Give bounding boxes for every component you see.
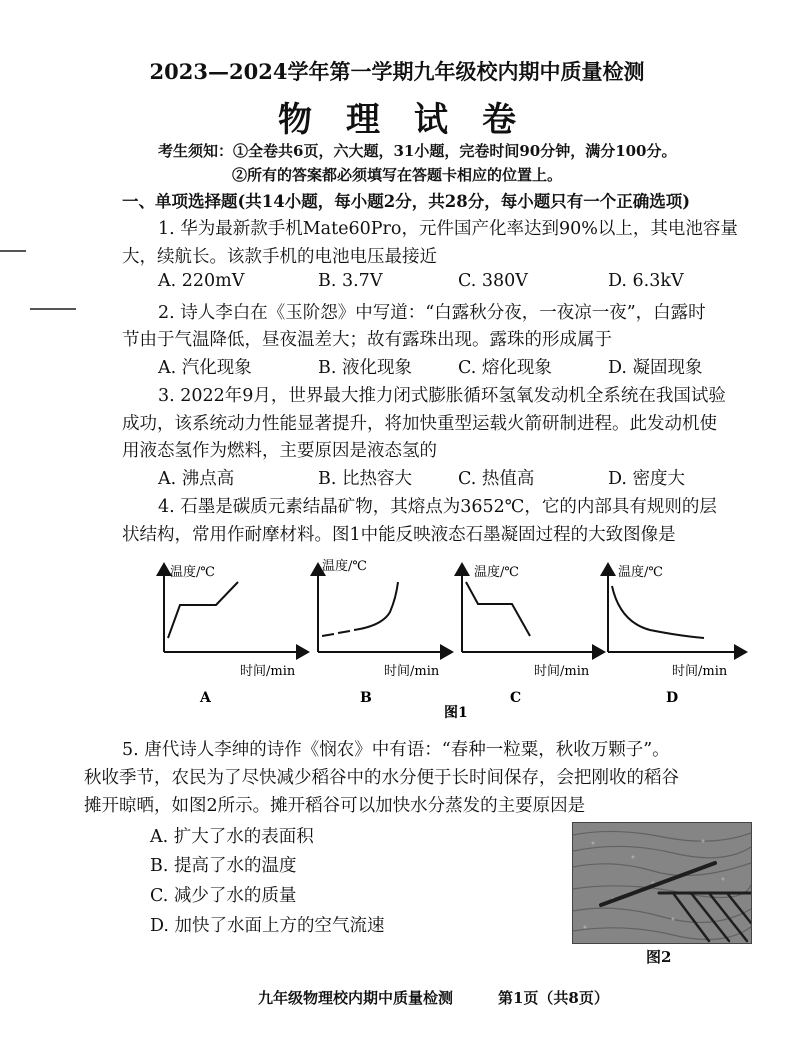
q2-option-c: C. 熔化现象 [458, 358, 552, 378]
panel-label-d: D [666, 690, 679, 706]
figure-2-photo [572, 822, 752, 944]
x-axis-label: 时间/min [384, 664, 440, 679]
question-4-line-1: 4. 石墨是碳质元素结晶矿物，其熔点为3652℃，它的内部具有规则的层 [158, 497, 717, 517]
subject-title: 物理试卷 [278, 100, 550, 140]
curve-a [168, 582, 238, 638]
rake-on-grain-image [573, 823, 751, 943]
q5-option-d: D. 加快了水面上方的空气流速 [150, 916, 385, 936]
notice-line-2: ②所有的答案都必须填写在答题卡相应的位置上。 [232, 166, 563, 184]
question-3-line-1: 3. 2022年9月，世界最大推力闭式膨胀循环氢氧发动机全系统在我国试验 [158, 386, 726, 406]
y-axis-label: 温度/℃ [618, 565, 663, 580]
panel-label-a: A [200, 690, 211, 706]
scan-mark [0, 250, 26, 252]
graph-c [462, 564, 604, 706]
q3-option-c: C. 热值高 [458, 469, 535, 489]
curve-b [354, 582, 398, 630]
graph-d [608, 564, 746, 706]
q2-option-d: D. 凝固现象 [608, 358, 703, 378]
q5-option-a: A. 扩大了水的表面积 [150, 827, 314, 847]
q2-option-b: B. 液化现象 [318, 358, 412, 378]
curve-b-dash [322, 634, 334, 636]
q3-option-a: A. 沸点高 [158, 469, 235, 489]
question-3-line-2: 成功，该系统动力性能显著提升，将加快重型运载火箭研制进程。此发动机使 [122, 414, 717, 434]
question-3-line-3: 用液态氢作为燃料，主要原因是液态氢的 [122, 441, 437, 461]
q1-option-d: D. 6.3kV [608, 271, 684, 291]
q5-option-c: C. 减少了水的质量 [150, 886, 297, 906]
q3-option-d: D. 密度大 [608, 469, 686, 489]
q5-option-b: B. 提高了水的温度 [150, 856, 297, 876]
x-axis-label: 时间/min [672, 664, 728, 679]
q2-option-a: A. 汽化现象 [158, 358, 252, 378]
question-2-line-1: 2. 诗人李白在《玉阶怨》中写道：“白露秋分夜，一夜凉一夜”，白露时 [158, 303, 706, 323]
panel-label-c: C [510, 690, 522, 706]
exam-title: 2023—2024学年第一学期九年级校内期中质量检测 [149, 59, 645, 84]
graph-b [318, 558, 452, 706]
scan-mark [30, 308, 76, 310]
question-1-line-1: 1. 华为最新款手机Mate60Pro，元件国产化率达到90%以上，其电池容量 [158, 219, 738, 239]
footer-exam-name: 九年级物理校内期中质量检测 [258, 989, 454, 1007]
question-5-line-1: 5. 唐代诗人李绅的诗作《悯农》中有语：“春种一粒粟，秋收万颗子”。 [122, 740, 670, 760]
q3-option-b: B. 比热容大 [318, 469, 412, 489]
figure-2-caption: 图2 [646, 948, 672, 966]
question-1-line-2: 大，续航长。该款手机的电池电压最接近 [122, 247, 437, 267]
curve-b-dash [338, 631, 350, 633]
question-5-line-3: 摊开晾晒，如图2所示。摊开稻谷可以加快水分蒸发的主要原因是 [84, 796, 586, 816]
x-axis-label: 时间/min [534, 664, 590, 679]
question-4-line-2: 状结构，常用作耐摩材料。图1中能反映液态石墨凝固过程的大致图像是 [122, 525, 676, 545]
q1-option-b: B. 3.7V [318, 271, 383, 291]
x-axis-label: 时间/min [240, 664, 296, 679]
notice-line-1: 考生须知：①全卷共6页，六大题，31小题，完卷时间90分钟，满分100分。 [158, 142, 677, 160]
q1-option-c: C. 380V [458, 271, 528, 291]
figure-1-caption: 图1 [444, 705, 468, 721]
footer-page-number: 第1页（共8页） [498, 989, 609, 1007]
panel-label-b: B [360, 690, 372, 706]
y-axis-label: 温度/℃ [170, 565, 215, 580]
question-2-line-2: 节由于气温降低，昼夜温差大；故有露珠出现。露珠的形成属于 [122, 330, 612, 350]
y-axis-label: 温度/℃ [322, 559, 367, 574]
curve-d [612, 586, 704, 638]
q1-option-a: A. 220mV [158, 271, 245, 291]
figure-1 [150, 552, 750, 724]
section-heading: 一、单项选择题(共14小题，每小题2分，共28分，每小题只有一个正确选项) [122, 192, 691, 211]
graph-a [164, 564, 308, 706]
y-axis-label: 温度/℃ [474, 565, 519, 580]
question-5-line-2: 秋收季节，农民为了尽快减少稻谷中的水分便于长时间保存，会把刚收的稻谷 [84, 768, 679, 788]
curve-c [466, 582, 530, 636]
